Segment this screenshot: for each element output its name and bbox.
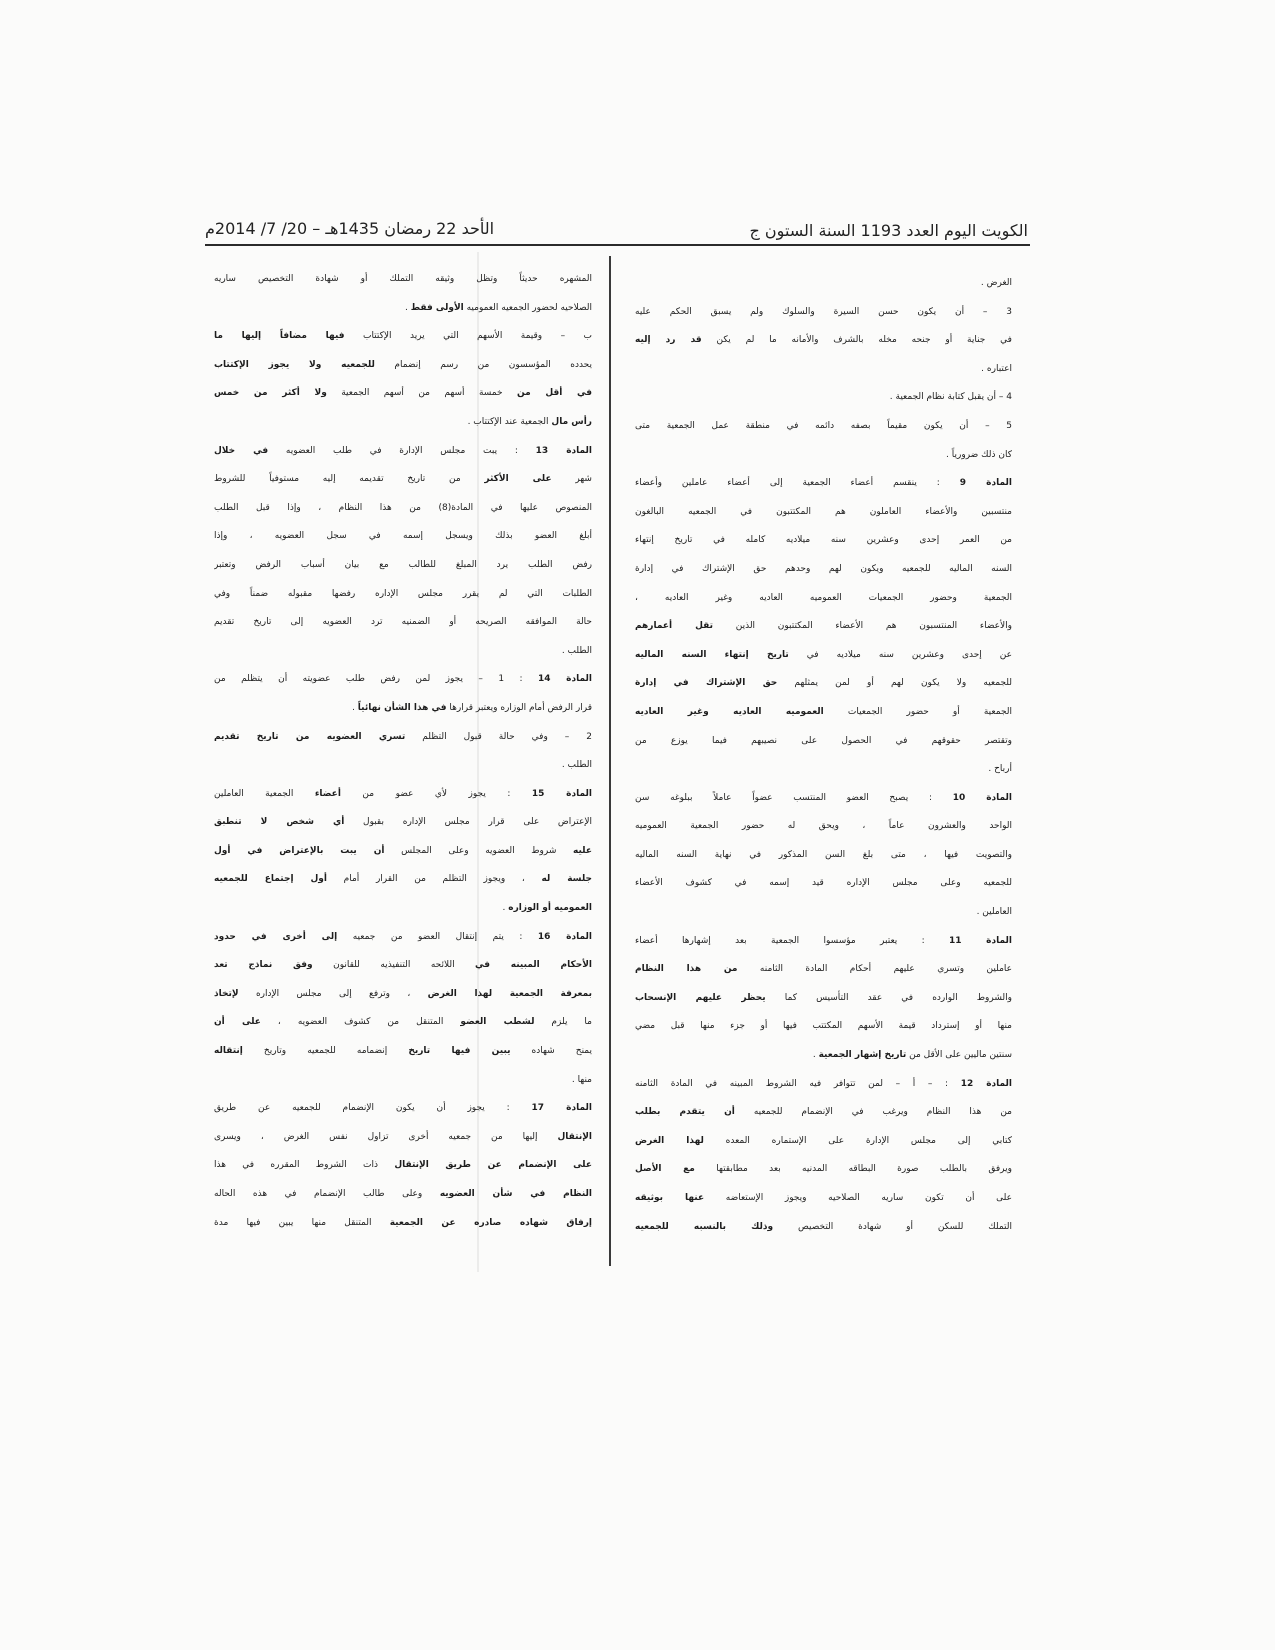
bold-text: إرفاق شهاده صادره عن الجمعية (389, 1217, 592, 1228)
text-line (214, 580, 592, 609)
text-run: وتقتصر حقوقهم في الحصول على نصيبهم فيما يوزع من (635, 735, 1012, 746)
text-run: كتابي إلى مجلس الإدارة على الإستماره المعده (703, 1135, 1012, 1146)
article-column-second (214, 265, 592, 1237)
bold-text: ولا أكثر من خمس (214, 388, 327, 399)
article-column-first (635, 269, 1012, 1241)
text-run: 3 – أن يكون حسن السيرة والسلوك ولم يسبق الحكم عليه (635, 306, 1012, 317)
text-line (214, 1037, 592, 1066)
text-run: قرار الرفض أمام الوزاره ويعتبر قرارها (446, 702, 592, 713)
text-run: المشهره حديثاً وتظل وثيقه التملك أو شهادة التخصيص ساريه (214, 274, 592, 284)
text-line (635, 526, 1012, 555)
text-line (214, 723, 592, 752)
text-line (214, 437, 592, 466)
bold-text: تاريخ إشهار الجمعية (818, 1050, 907, 1061)
text-run: اللائحه التنفيذيه للقانون (312, 960, 476, 971)
text-line (635, 326, 1012, 355)
text-run: الواحد والعشرون عاماً ، ويحق له حضور الجمعية العموميه (635, 821, 1012, 832)
column-divider (609, 256, 611, 1266)
text-run: ، ويجوز التظلم من القرار أمام (326, 874, 542, 885)
text-run: التملك للسكن أو شهادة التخصيص (773, 1221, 1012, 1232)
text-run: الطلب . (561, 645, 592, 656)
bold-text: قد رد إليه (635, 335, 702, 346)
text-line (635, 1012, 1012, 1041)
text-line (214, 1209, 592, 1238)
bold-text: المادة 17 (531, 1103, 592, 1114)
text-run: منها أو إسترداد قيمة الأسهم المكتتب فيها أو جزء منها قبل مضي (635, 1021, 1012, 1032)
text-run: من هذا النظام ويرغب في الإنضمام للجمعيه (734, 1107, 1012, 1118)
text-run: خمسة أسهم من أسهم الجمعية (326, 388, 517, 399)
text-run: ويرفق بالطلب صورة البطاقه المدنيه بعد مطابقتها (694, 1164, 1012, 1175)
bold-text: المادة 11 (949, 935, 1012, 946)
text-line (214, 294, 592, 323)
bold-text: على الإنضمام عن طريق الإنتقال (394, 1160, 592, 1171)
text-line (214, 837, 592, 866)
text-line (214, 465, 592, 494)
text-line (214, 923, 592, 952)
text-run: وعلى طالب الإنضمام في هذه الحاله (214, 1189, 440, 1199)
text-line (214, 379, 592, 408)
bold-text: يبين فيها تاريخ (408, 1046, 511, 1057)
text-run: 2 – وفي حالة قبول التظلم (405, 731, 592, 742)
bold-text: تاريخ إنتهاء السنه الماليه (635, 649, 789, 660)
text-line (635, 669, 1012, 698)
text-line (214, 522, 592, 551)
bold-text: المادة 16 (537, 931, 592, 942)
text-run: إليها من جمعيه أخرى تزاول نفس الغرض ، ويسرى (214, 1131, 558, 1142)
bold-text: عنها بوثيقه (635, 1193, 705, 1203)
text-line (635, 812, 1012, 841)
text-run: المتنقل منها يبين فيها مدة (214, 1217, 390, 1228)
bold-text: أول إجتماع للجمعيه (214, 874, 327, 885)
text-line (214, 808, 592, 837)
bold-text: إلى أخرى في حدود (214, 931, 338, 942)
bold-text: يحظر عليهم الإنسحاب (635, 992, 766, 1003)
bold-text: المادة 14 (537, 674, 592, 685)
bold-text: للجمعيه ولا يجوز الإكتتاب (214, 359, 375, 370)
text-line (214, 494, 592, 523)
text-line (635, 984, 1012, 1013)
text-line (635, 755, 1012, 784)
header-publication: الكويت اليوم العدد 1193 السنة الستون ج (749, 221, 1028, 240)
text-run: العاملين . (976, 907, 1012, 918)
text-line (214, 865, 592, 894)
text-run: للجمعيه وعلى مجلس الإداره قيد إسمه في كشوف الأعضاء (635, 878, 1012, 889)
text-line (635, 869, 1012, 898)
text-run: الغرض . (980, 278, 1012, 288)
text-line (214, 1151, 592, 1180)
text-line (635, 469, 1012, 498)
bold-text: فيها مضافاً إليها ما (214, 331, 345, 342)
text-run: رفض الطلب يرد المبلغ للطالب مع بيان أسباب الرفض وتعتبر (214, 559, 592, 570)
text-run: الإعتراض على قرار مجلس الإداره بقبول (344, 817, 592, 828)
text-run: من العمر إحدى وعشرين سنه ميلاديه كامله في تاريخ إنتهاء (635, 535, 1012, 546)
text-line (214, 894, 592, 923)
text-line (635, 555, 1012, 584)
text-run: : يتم إنتقال العضو من جمعيه (337, 931, 538, 942)
bold-text: في أقل من (516, 388, 592, 399)
bold-text: المادة 12 (960, 1078, 1012, 1089)
text-run: ب – وقيمة الأسهم التي يريد الإكتتاب (344, 331, 592, 342)
text-line (214, 351, 592, 380)
text-run: يمنح شهاده (510, 1046, 592, 1057)
text-line (635, 641, 1012, 670)
text-line (214, 1123, 592, 1152)
text-run: عاملين وتسري عليهم أحكام المادة الثامنه (737, 964, 1012, 975)
bold-text: على أن (214, 1017, 261, 1028)
bold-text: لإتخاذ (214, 988, 239, 999)
text-run: من تاريخ تقديمه إليه مستوفياً للشروط (214, 474, 485, 485)
text-run: : يجوز لأي عضو من (340, 788, 532, 799)
bold-text: تسري العضويه من تاريخ تقديم (214, 731, 406, 742)
text-run: . (502, 903, 509, 914)
text-run: كان ذلك ضرورياً . (946, 449, 1012, 460)
text-line (635, 383, 1012, 412)
bold-text: على الأكثر (484, 474, 552, 485)
text-run: . (812, 1050, 819, 1061)
text-line (635, 412, 1012, 441)
bold-text: أي شخص لا تنطبق (214, 817, 345, 828)
text-run: المتنقل من كشوف العضويه ، (260, 1017, 461, 1028)
text-run: الجمعية العاملين (214, 788, 315, 799)
text-run: عن إحدى وعشرين سنه ميلاديه في (788, 649, 1012, 660)
text-run: على أن تكون ساريه الصلاحيه ويجوز الإستعاضه (704, 1193, 1012, 1203)
text-run: في جناية أو جنحه مخله بالشرف والأمانه ما لم يكن (701, 335, 1012, 346)
text-line (635, 898, 1012, 927)
text-run: منها . (571, 1074, 592, 1085)
text-line (214, 1180, 592, 1209)
text-run: 5 – أن يكون مقيماً بصفه دائمه في منطقة عمل الجمعية متى (635, 420, 1012, 431)
text-line (635, 841, 1012, 870)
bold-text: المادة 15 (531, 788, 592, 799)
text-run: الجمعية وحضور الجمعيات العموميه العاديه وغير العاديه ، (635, 592, 1012, 603)
bold-text: بمعرفة الجمعية لهذا الغرض (427, 988, 592, 999)
text-run: ، وترفع إلى مجلس الإداره (238, 988, 428, 999)
text-line (635, 612, 1012, 641)
header-rule (205, 244, 1030, 246)
text-run: أرباح . (988, 764, 1012, 775)
text-run: المنصوص عليها في المادة(8) من هذا النظام ، وإذا قبل الطلب (214, 502, 592, 513)
text-line (214, 1066, 592, 1095)
text-line (635, 698, 1012, 727)
text-line (635, 269, 1012, 298)
bold-text: الأولى فقط (410, 302, 464, 313)
text-line (635, 498, 1012, 527)
text-run: منتسبين والأعضاء العاملون هم المكتتبون في الجمعيه البالغون (635, 506, 1012, 517)
text-line (635, 1098, 1012, 1127)
bold-text: مع الأصل (635, 1164, 695, 1175)
bold-text: النظام في شأن العضويه (439, 1189, 592, 1199)
text-run: . (404, 302, 411, 313)
text-run: شروط العضويه وعلى المجلس (384, 845, 574, 856)
text-line (635, 1184, 1012, 1213)
text-line (214, 551, 592, 580)
text-line (214, 637, 592, 666)
bold-text: المادة 9 (959, 478, 1012, 489)
bold-text: وفق نماذج تعد (214, 960, 313, 971)
text-run: : يبت مجلس الإدارة في طلب العضويه (268, 445, 536, 456)
text-line (214, 665, 592, 694)
text-line (635, 1041, 1012, 1070)
bold-text: عليه (573, 845, 592, 856)
text-line (214, 408, 592, 437)
bold-text: أعضاء (314, 788, 341, 799)
bold-text: إنتقاله (214, 1046, 243, 1057)
bold-text: حق الإشتراك في إدارة (635, 678, 778, 689)
text-line (635, 1155, 1012, 1184)
bold-text: الأحكام المبينه في (475, 960, 592, 971)
text-run: أبلغ العضو بذلك ويسجل إسمه في سجل العضويه ، وإذا (214, 531, 592, 542)
text-run: : يصبح العضو المنتسب عضواً عاملاً ببلوغه سن (635, 792, 953, 803)
text-line (635, 727, 1012, 756)
text-line (214, 751, 592, 780)
bold-text: تقل أعمارهم (635, 621, 714, 632)
text-line (635, 441, 1012, 470)
text-line (635, 955, 1012, 984)
text-run: والتصويت فيها ، متى بلغ السن المذكور في نهاية السنه الماليه (635, 849, 1012, 860)
bold-text: لشطب العضو (460, 1017, 535, 1028)
text-run: إنضمامه للجمعيه وتاريخ (242, 1046, 409, 1057)
text-run: 4 – أن يقبل كتابة نظام الجمعية . (889, 392, 1012, 403)
text-line (635, 355, 1012, 384)
text-run: ذات الشروط المقرره في هذا (214, 1160, 395, 1171)
bold-text: العموميه أو الوزاره (508, 903, 592, 914)
text-run: شهر (551, 474, 592, 485)
text-run: حالة الموافقه الصريحه أو الضمنيه ترد العضويه إلى تاريخ تقديم (214, 617, 592, 628)
text-run: : 1 – يجوز لمن رفض طلب عضويته أن يتظلم من (214, 674, 538, 685)
text-line (214, 694, 592, 723)
text-run: الطلب . (561, 760, 592, 771)
text-line (214, 265, 592, 294)
text-line (214, 1008, 592, 1037)
text-run: الطلبات التي لم يقرر مجلس الإداره رفضها مقبوله ضمناً وفي (214, 588, 592, 599)
bold-text: لهذا الغرض (635, 1135, 704, 1146)
text-line (635, 784, 1012, 813)
text-line (214, 780, 592, 809)
text-line (214, 322, 592, 351)
text-line (635, 1127, 1012, 1156)
text-line (214, 951, 592, 980)
header-date: الأحد 22 رمضان 1435هـ – 20/ 7/ 2014م (205, 219, 495, 238)
text-line (214, 980, 592, 1009)
bold-text: الإنتقال (557, 1131, 592, 1142)
text-run: : – أ – لمن تتوافر فيه الشروط المبينه في المادة الثامنه (635, 1078, 961, 1089)
text-run: سنتين ماليين على الأقل من (906, 1050, 1012, 1061)
text-line (635, 298, 1012, 327)
text-run: والأعضاء المنتسبون هم الأعضاء المكتتبون الذين (713, 621, 1012, 632)
text-line (214, 608, 592, 637)
bold-text: أن يبت بالإعتراض في أول (214, 845, 385, 856)
text-run: والشروط الوارده في عقد التأسيس كما (765, 992, 1012, 1003)
bold-text: المادة 13 (535, 445, 592, 456)
text-run: الجمعية عند الإكتتاب . (467, 416, 552, 427)
bold-text: العموميه العاديه وغير العاديه (635, 706, 824, 717)
text-line (635, 584, 1012, 613)
bold-text: رأس مال (551, 416, 592, 427)
text-run: : يعتبر مؤسسوا الجمعية بعد إشهارها أعضاء (635, 935, 950, 946)
text-run: الصلاحيه لحضور الجمعيه العموميه (463, 302, 592, 313)
bold-text: في هذا الشأن نهائياً (357, 702, 447, 713)
bold-text: وذلك بالنسبه للجمعيه (635, 1221, 774, 1232)
text-line (635, 1213, 1012, 1242)
bold-text: من هذا النظام (635, 964, 738, 975)
bold-text: جلسة له (541, 874, 592, 885)
bold-text: أن يتقدم بطلب (635, 1107, 735, 1118)
text-run: للجمعيه ولا يكون لهم أو لمن يمثلهم (777, 678, 1012, 689)
bold-text: المادة 10 (952, 792, 1012, 803)
text-run: السنه الماليه للجمعيه ويكون لهم وحدهم حق الإشتراك في إدارة (635, 563, 1012, 574)
text-run: : يجوز أن يكون الإنضمام للجمعيه عن طريق (214, 1103, 532, 1114)
text-run: . (352, 702, 358, 713)
text-run: ما يلزم (534, 1017, 592, 1028)
text-run: يحدده المؤسسون من رسم إنضمام (374, 359, 592, 370)
text-line (214, 1094, 592, 1123)
text-run: : ينقسم أعضاء الجمعية إلى أعضاء عاملين وأعضاء (635, 478, 960, 489)
bold-text: في خلال (214, 445, 269, 456)
text-line (635, 927, 1012, 956)
text-run: الجمعية أو حضور الجمعيات (823, 706, 1012, 717)
text-line (635, 1070, 1012, 1099)
text-run: اعتباره . (981, 363, 1012, 374)
